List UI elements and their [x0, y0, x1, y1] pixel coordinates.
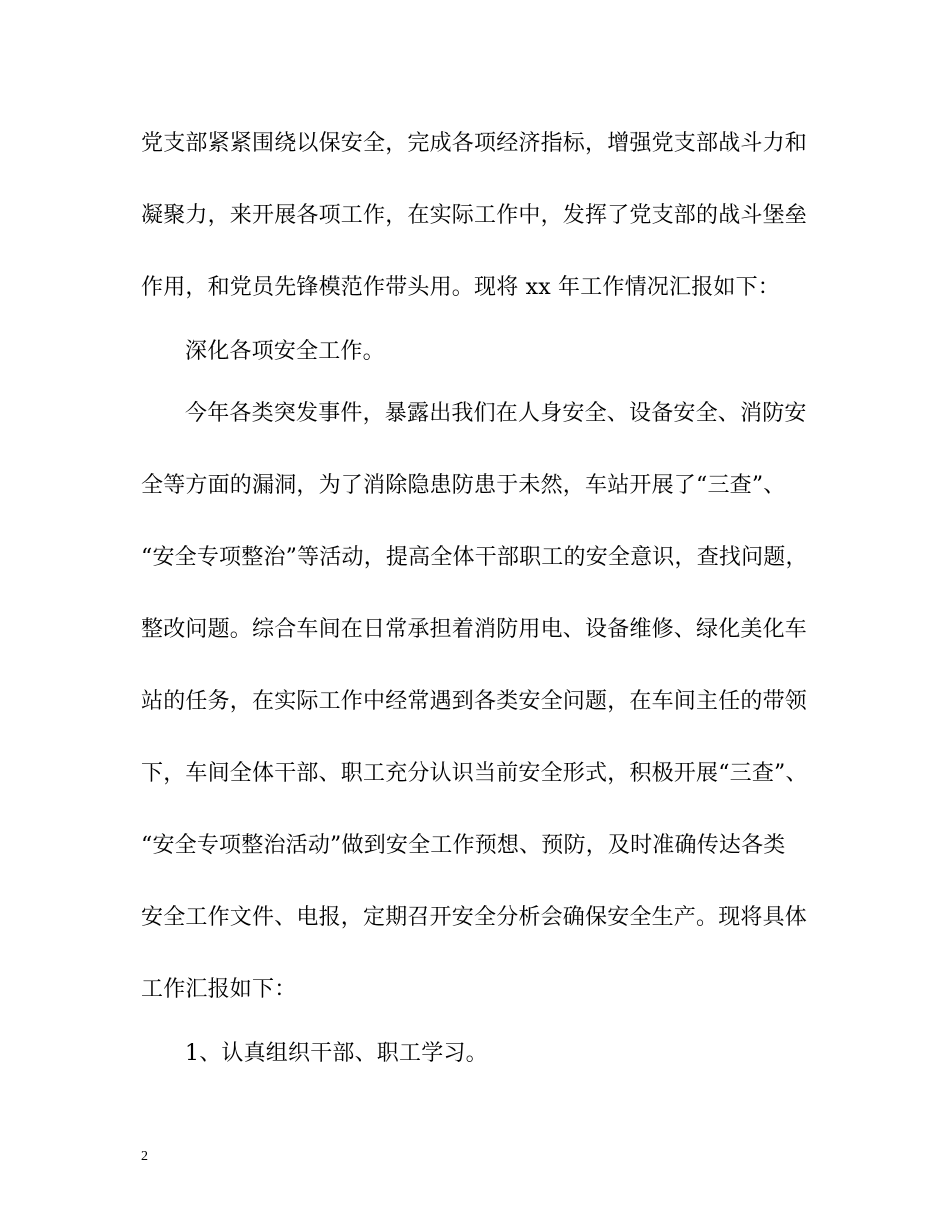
paragraph-line-3: 作用，和党员先锋模范作带头用。现将 xx 年工作情况汇报如下：	[141, 275, 781, 300]
paragraph-line-13: 工作汇报如下：	[141, 977, 297, 1002]
paragraph-line-8: 整改问题。综合车间在日常承担着消防用电、设备维修、绿化美化车	[141, 617, 808, 642]
paragraph-line-6: 全等方面的漏洞，为了消除隐患防患于未然，车站开展了“三查”、	[141, 473, 786, 498]
paragraph-line-9: 站的任务，在实际工作中经常遇到各类安全问题，在车间主任的带领	[141, 689, 808, 714]
paragraph-line-11: “安全专项整治活动”做到安全工作预想、预防，及时准确传达各类	[141, 833, 786, 858]
paragraph-line-5: 今年各类突发事件，暴露出我们在人身安全、设备安全、消防安	[185, 401, 807, 426]
section-heading-safety-work: 深化各项安全工作。	[185, 339, 385, 364]
paragraph-line-1: 党支部紧紧围绕以保安全，完成各项经济指标，增强党支部战斗力和	[141, 131, 808, 156]
page-number: 2	[141, 1149, 148, 1164]
paragraph-line-2: 凝聚力，来开展各项工作，在实际工作中，发挥了党支部的战斗堡垒	[141, 203, 808, 228]
numbered-item-1: 1、认真组织干部、职工学习。	[185, 1041, 488, 1066]
paragraph-line-10: 下，车间全体干部、职工充分认识当前安全形式，积极开展“三查”、	[141, 761, 808, 786]
paragraph-line-7: “安全专项整治”等活动，提高全体干部职工的安全意识，查找问题，	[141, 545, 808, 570]
paragraph-line-12: 安全工作文件、电报，定期召开安全分析会确保安全生产。现将具体	[141, 905, 808, 930]
